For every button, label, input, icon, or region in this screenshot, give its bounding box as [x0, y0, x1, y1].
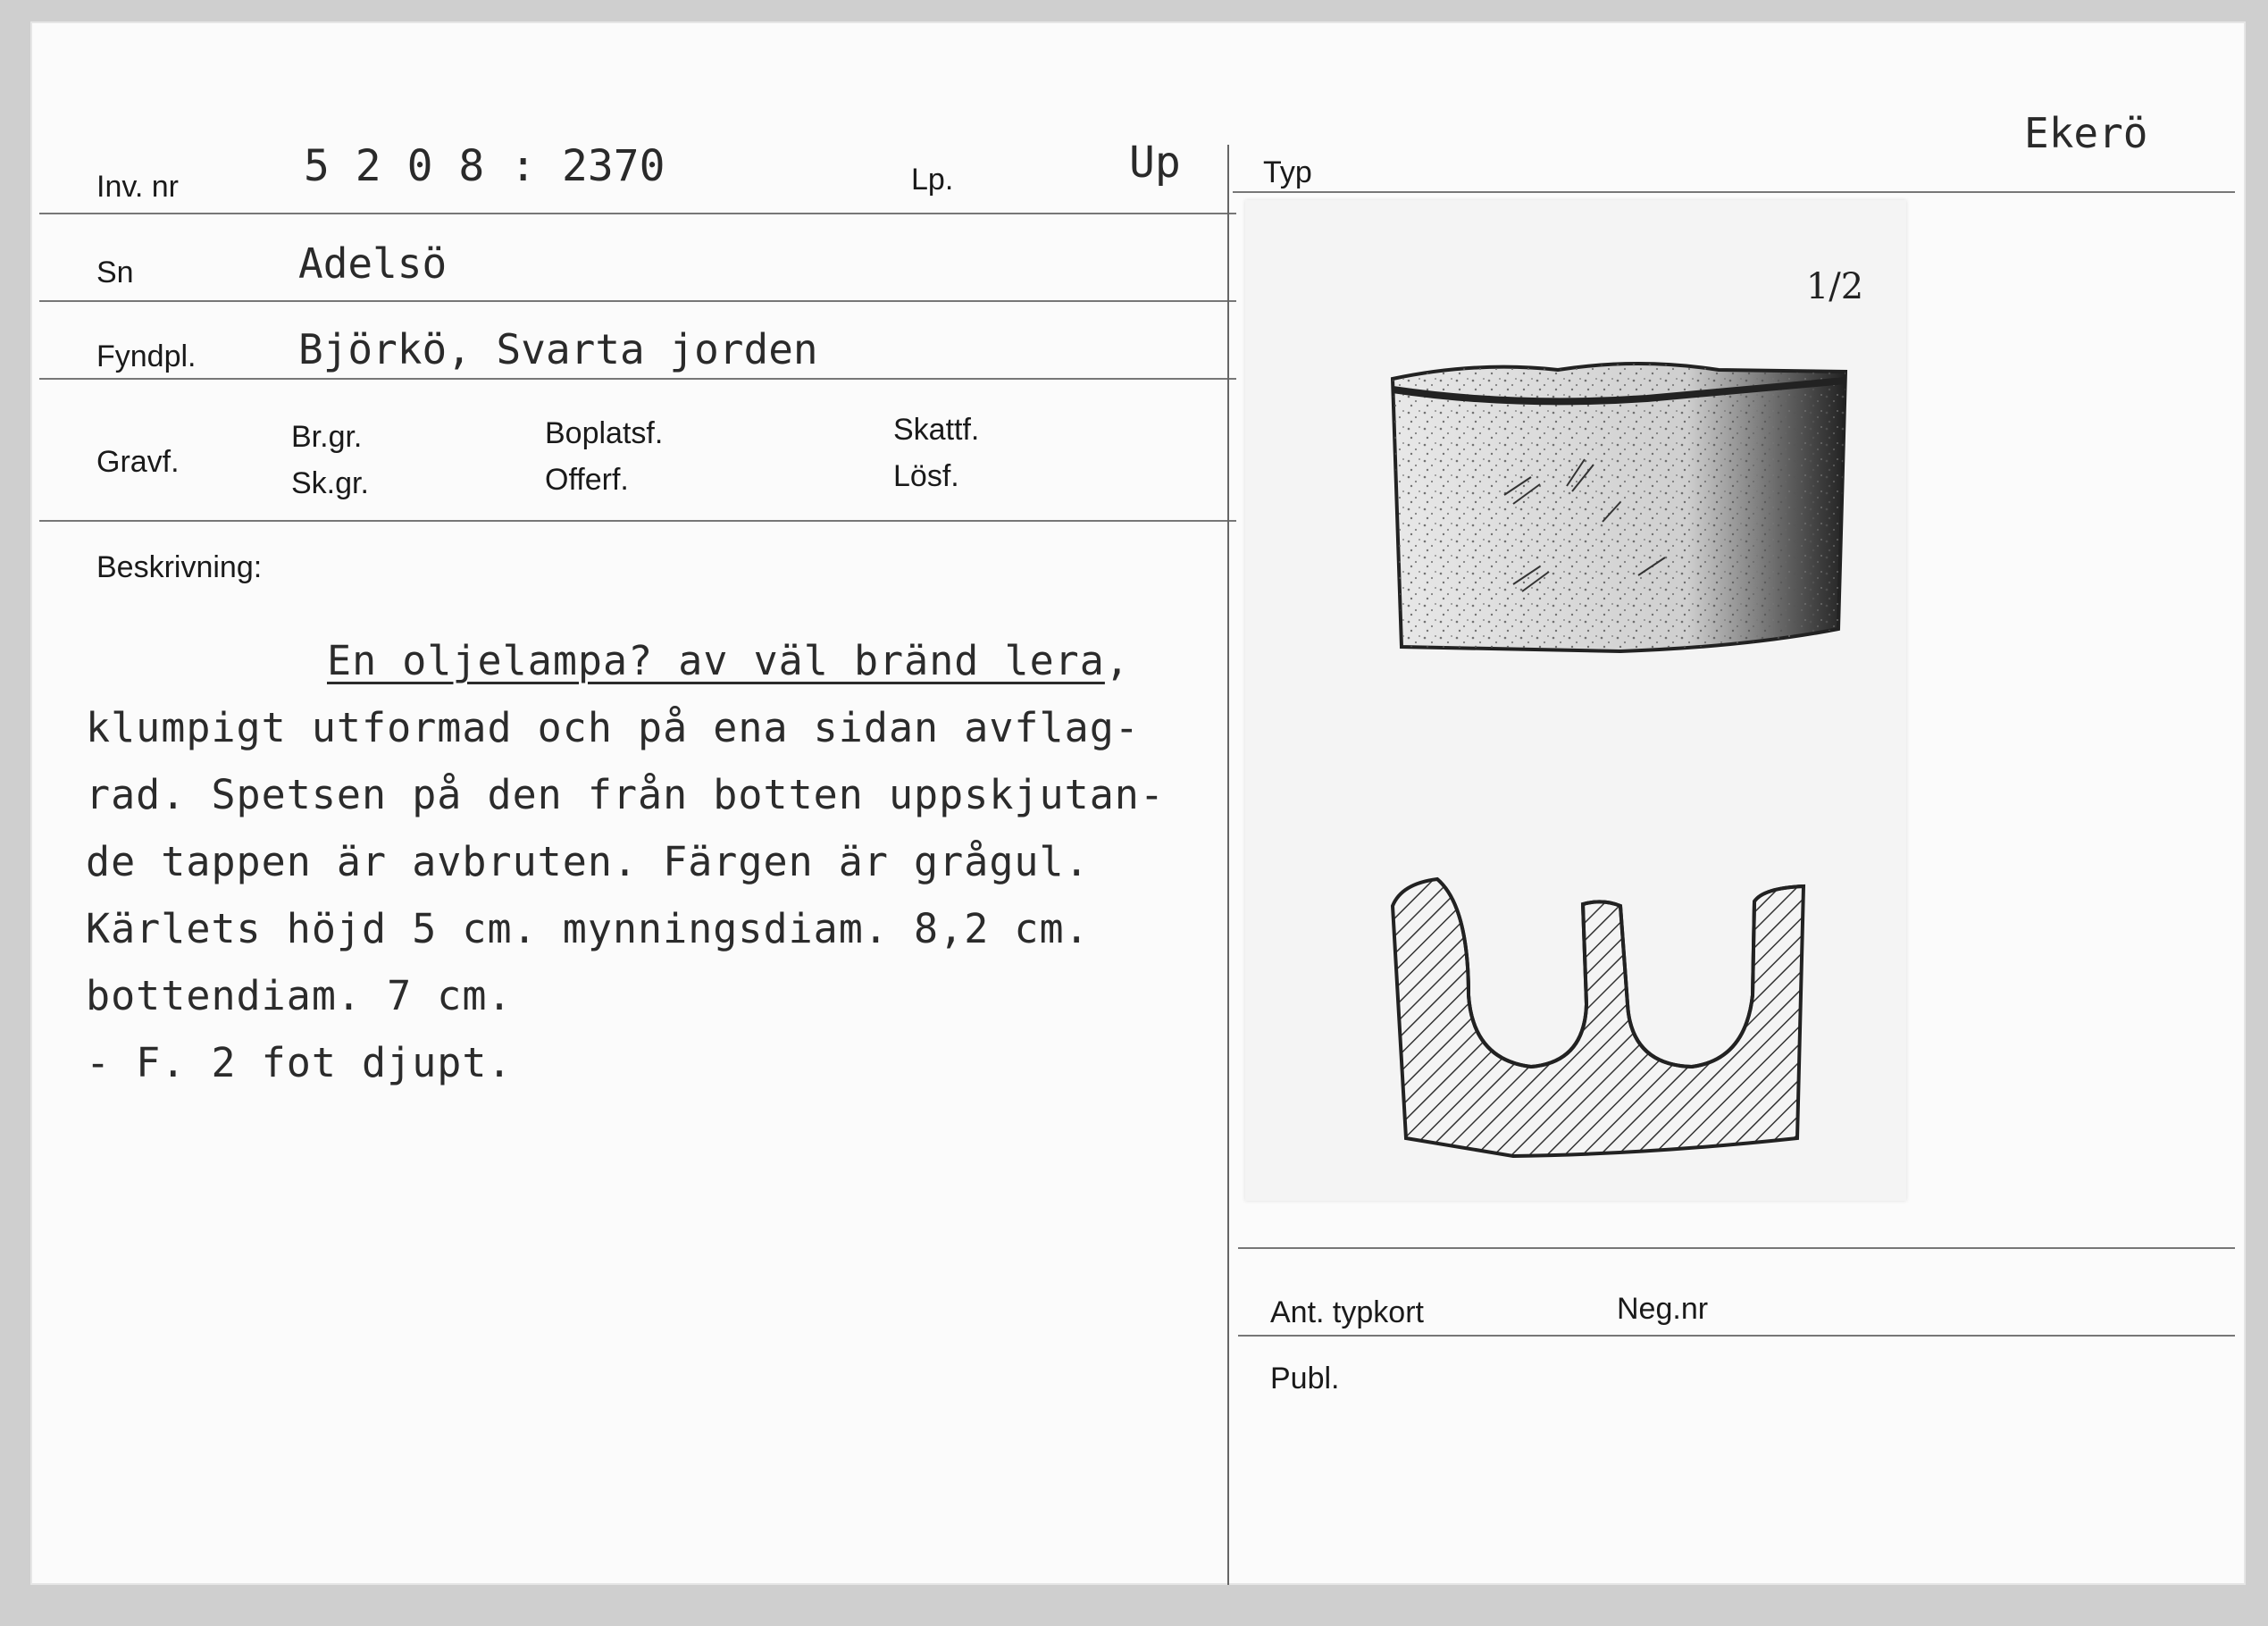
- artifact-drawing-panel: [1245, 200, 1906, 1201]
- typ-label: Typ: [1263, 155, 1312, 189]
- description-line: klumpigt utformad och på ena sidan avflag-: [86, 704, 1140, 751]
- description-line: - F. 2 fot djupt.: [86, 1039, 513, 1086]
- fyndpl-value: Björkö, Svarta jorden: [298, 325, 818, 373]
- skattf-label: Skattf.: [893, 413, 980, 447]
- inv-nr-value: 5 2 0 8 : 2370: [304, 141, 665, 191]
- description-line: Kärlets höjd 5 cm. mynningsdiam. 8,2 cm.: [86, 905, 1090, 952]
- rule-publ: [1238, 1335, 2235, 1337]
- skgr-label: Sk.gr.: [291, 466, 369, 500]
- lp-value: Up: [1129, 138, 1181, 188]
- rule-sn: [39, 300, 1236, 302]
- fyndpl-label: Fyndpl.: [96, 339, 197, 373]
- lamp-section-view: [1393, 879, 1804, 1156]
- rule-ant-typkort: [1238, 1247, 2235, 1249]
- losf-label: Lösf.: [893, 459, 959, 493]
- offerf-label: Offerf.: [545, 463, 629, 497]
- gravf-label: Gravf.: [96, 445, 180, 479]
- beskrivning-label: Beskrivning:: [96, 550, 263, 584]
- region-name: Ekerö: [2024, 109, 2148, 157]
- rule-fyndpl: [39, 378, 1236, 380]
- description-line: de tappen är avbruten. Färgen är grågul.: [86, 838, 1090, 885]
- scale-label: 1/2: [1805, 266, 1864, 307]
- publ-label: Publ.: [1270, 1362, 1340, 1396]
- inv-nr-label: Inv. nr: [96, 170, 179, 204]
- ant-typkort-label: Ant. typkort: [1270, 1295, 1424, 1329]
- description-line: bottendiam. 7 cm.: [86, 972, 513, 1019]
- boplatsf-label: Boplatsf.: [545, 416, 664, 450]
- catalog-card: [30, 21, 2246, 1585]
- lp-label: Lp.: [911, 163, 954, 197]
- brgr-label: Br.gr.: [291, 420, 363, 454]
- neg-nr-label: Neg.nr: [1617, 1292, 1709, 1326]
- rule-inv: [39, 213, 1236, 214]
- column-divider: [1227, 145, 1229, 1585]
- oil-lamp-drawing: [1245, 200, 1906, 1201]
- rule-gravf: [39, 520, 1236, 522]
- description-heading: En oljelampa? av väl bränd lera: [327, 637, 1105, 684]
- sn-value: Adelsö: [298, 239, 448, 288]
- sn-label: Sn: [96, 256, 134, 289]
- description-heading-comma: ,: [1104, 637, 1130, 684]
- description-line: rad. Spetsen på den från botten uppskjutan-: [86, 771, 1165, 818]
- lamp-exterior-view: [1393, 364, 1845, 651]
- rule-typ: [1233, 191, 2235, 193]
- description-text: [86, 627, 1165, 1096]
